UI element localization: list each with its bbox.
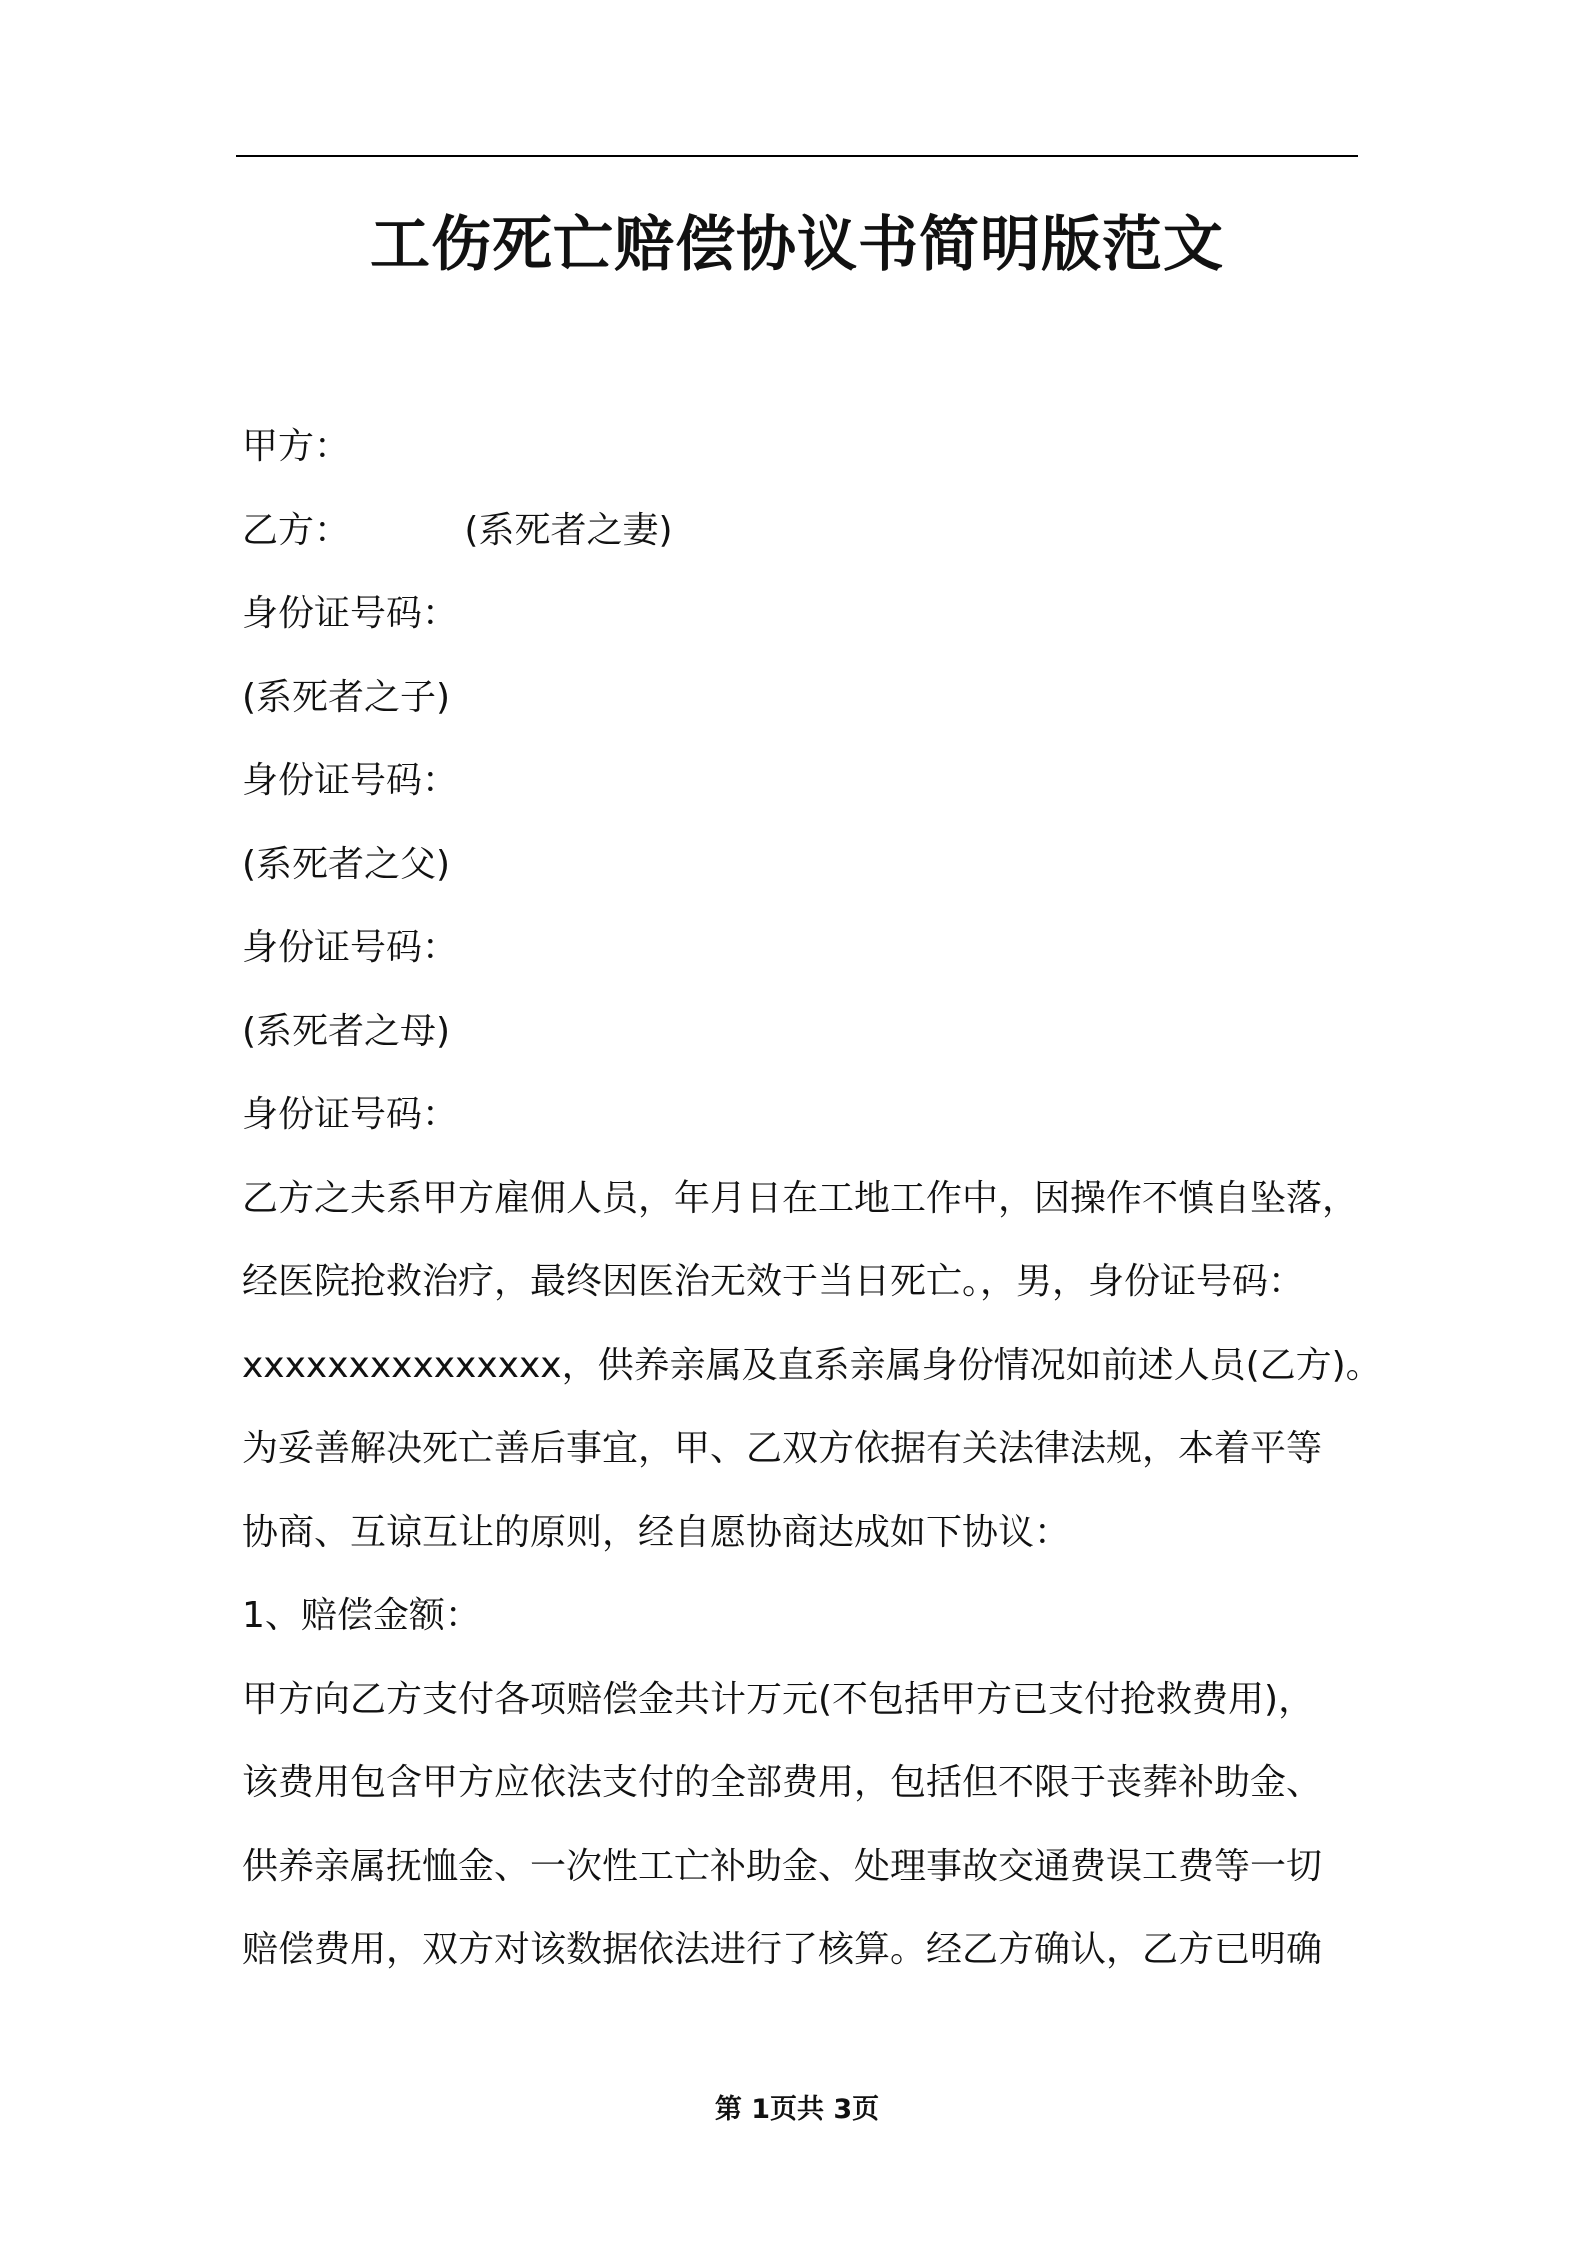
document-title: 工伤死亡赔偿协议书简明版范文 <box>370 210 1224 280</box>
header-divider <box>236 155 1358 157</box>
document-body <box>242 405 1382 1992</box>
paragraph-line: 协商、互谅互让的原则，经自愿协商达成如下协议： <box>242 1511 1071 1553</box>
relation-father-line: (系死者之父) <box>242 843 451 885</box>
id-number-line: 身份证号码： <box>242 1094 459 1135</box>
paragraph-line: 经医院抢救治疗，最终因医治无效于当日死亡。，男，身份证号码： <box>242 1261 1305 1302</box>
page-number-footer: 第 1页共 3页 <box>714 2094 880 2125</box>
paragraph-line: 该费用包含甲方应依法支付的全部费用，包括但不限于丧葬补助金、 <box>242 1762 1323 1803</box>
party-b-line: 乙方： (系死者之妻) <box>242 509 673 551</box>
paragraph-line: 乙方之夫系甲方雇佣人员，年月日在工地工作中，因操作不慎自坠落， <box>242 1177 1359 1219</box>
paragraph-line: 赔偿费用，双方对该数据依法进行了核算。经乙方确认，乙方已明确 <box>242 1929 1323 1970</box>
paragraph-line: xxxxxxxxxxxxxxx，供养亲属及直系亲属身份情况如前述人员(乙方)。 <box>242 1344 1382 1386</box>
party-a-line: 甲方： <box>242 426 351 467</box>
id-number-line: 身份证号码： <box>242 927 459 968</box>
paragraph-line: 供养亲属抚恤金、一次性工亡补助金、处理事故交通费误工费等一切 <box>242 1845 1323 1887</box>
id-number-line: 身份证号码： <box>242 593 459 634</box>
paragraph-line: 为妥善解决死亡善后事宜，甲、乙双方依据有关法律法规，本着平等 <box>242 1428 1323 1469</box>
relation-son-line: (系死者之子) <box>242 676 451 718</box>
section-heading: 1、赔偿金额： <box>242 1595 481 1636</box>
id-number-line: 身份证号码： <box>242 760 459 801</box>
paragraph-line: 甲方向乙方支付各项赔偿金共计万元(不包括甲方已支付抢救费用)， <box>242 1678 1315 1720</box>
relation-mother-line: (系死者之母) <box>242 1010 451 1052</box>
